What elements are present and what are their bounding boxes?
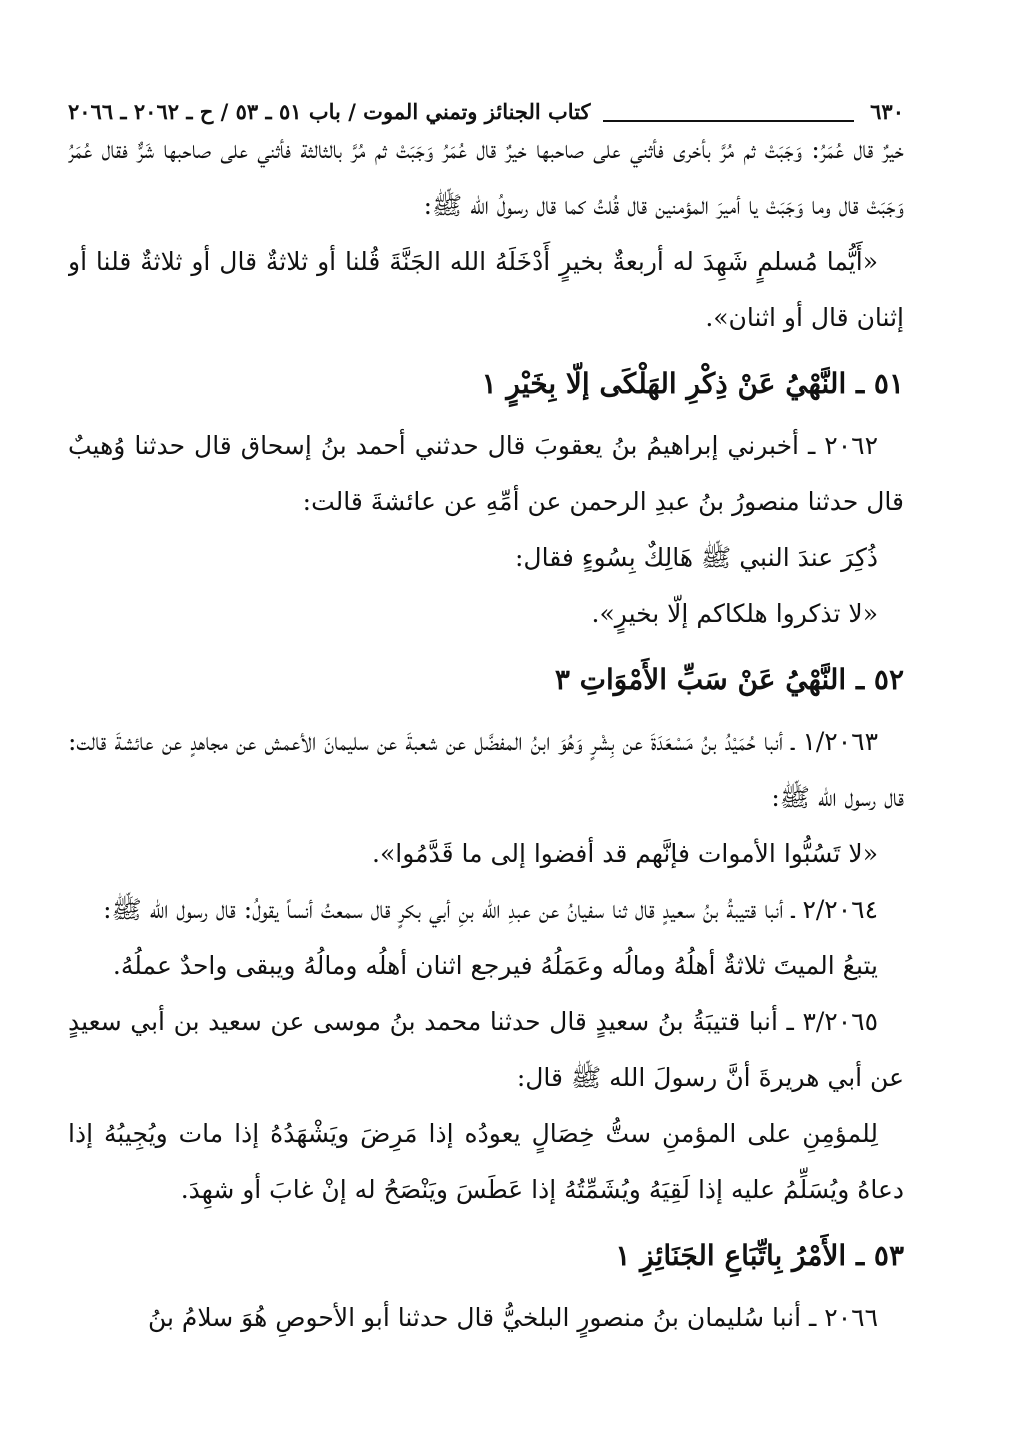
hadith-entry-2064: ٢/٢٠٦٤ ـ أنبا قتيبةُ بنُ سعيدٍ قال ثنا سفيانُ عن عبدِ الله بنِ أبي بكرٍ قال سمعتُ أنساً يقولُ: قال رسول الله ﷺ: — [103, 895, 878, 924]
chapter-heading-52: ٥٢ ـ النَّهْيُ عَنْ سَبِّ الأَمْوَاتِ ٣ — [554, 663, 904, 696]
paragraph: خيرٌ قال عُمَرُ: وَجَبَتْ ثم مُرَّ بأخرى فأثني على صاحبها خيرٌ قال عُمَرُ وَجَبَتْ ثم مُرَّ بالثالثة فأثني على صاحبها شَرٌّ فقال عُمَرُ وَجَبَتْ قال وما وَجَبَتْ يا أميرَ المؤمنين قال قُلتُ كما قال رسولُ الله ﷺ: — [68, 135, 904, 220]
header-rule — [603, 108, 855, 122]
page-body — [68, 122, 904, 1346]
hadith-narration: ذُكِرَ عندَ النبي ﷺ هَالِكٌ بِسُوءٍ فقال: — [514, 543, 878, 572]
hadith-quote: لِلمؤمِنِ على المؤمنِ ستُّ خِصَالٍ يعودُه إذا مَرِضَ ويَشْهَدُهُ إذا مات ويُجِيبُهُ إذا دعاهُ ويُسَلِّمُ عليه إذا لَقِيَهُ ويُشَمِّتُهُ إذا عَطَسَ ويَنْصَحُ له إنْ غابَ أو شهِدَ. — [68, 1119, 904, 1204]
hadith-entry-2063: ١/٢٠٦٣ ـ أنبا حُمَيْدُ بنُ مَسْعَدَةَ عن بِشْرٍ وَهُوَ ابنُ المفضَّل عن شعبةَ عن سليمانَ الأعمش عن مجاهدٍ عن عائشةَ قالت: قال رسول الله ﷺ: — [68, 727, 904, 812]
chapter-heading-51: ٥١ ـ النَّهْيُ عَنْ ذِكْرِ الهَلْكَى إلّا بِخَيْرٍ ١ — [481, 367, 904, 400]
hadith-entry-2066: ٢٠٦٦ ـ أنبا سُليمان بنُ منصورٍ البلخيُّ قال حدثنا أبو الأحوصِ هُوَ سلامُ بنُ — [147, 1303, 878, 1332]
running-head — [68, 84, 904, 122]
hadith-quote: «لا تذكروا هلكاكم إلّا بخيرٍ». — [591, 599, 878, 628]
hadith-entry-2065: ٣/٢٠٦٥ ـ أنبا قتيبَةُ بنُ سعيدٍ قال حدثنا محمد بنُ موسى عن سعيد بن أبي سعيدٍ عن أبي هريرةَ أنَّ رسولَ الله ﷺ قال: — [68, 1007, 904, 1092]
page-number: ٦٣٠ — [870, 99, 904, 124]
hadith-quote: «لا تَسُبُّوا الأموات فإنَّهم قد أفضوا إلى ما قَدَّمُوا». — [372, 839, 878, 868]
hadith-entry-2062: ٢٠٦٢ ـ أخبرني إبراهيمُ بنُ يعقوبَ قال حدثني أحمد بنُ إسحاق قال حدثنا وُهيبٌ قال حدثنا منصورُ بنُ عبدِ الرحمن عن أمِّهِ عن عائشةَ قالت: — [68, 431, 904, 516]
chapter-heading-53: ٥٣ ـ الأَمْرُ بِاتِّبَاعِ الجَنَائِزِ ١ — [615, 1239, 904, 1272]
document-page — [68, 84, 904, 1424]
hadith-quote: يتبعُ الميتَ ثلاثةٌ أهلُهُ ومالُه وعَمَلُهُ فيرجع اثنان أهلُه ومالُهُ ويبقى واحدٌ عملُهُ. — [112, 951, 878, 980]
running-head-title: كتاب الجنائز وتمني الموت / باب ٥١ ـ ٥٣ / ح ـ ٢٠٦٢ ـ ٢٠٦٦ — [68, 99, 591, 124]
hadith-quote: «أَيُّما مُسلمٍ شَهِدَ له أربعةٌ بخيرٍ أَدْخَلَهُ الله الجَنَّةَ قُلنا أو ثلاثةٌ قال أو ثلاثةٌ قلنا أو إثنان قال أو اثنان». — [68, 247, 904, 332]
